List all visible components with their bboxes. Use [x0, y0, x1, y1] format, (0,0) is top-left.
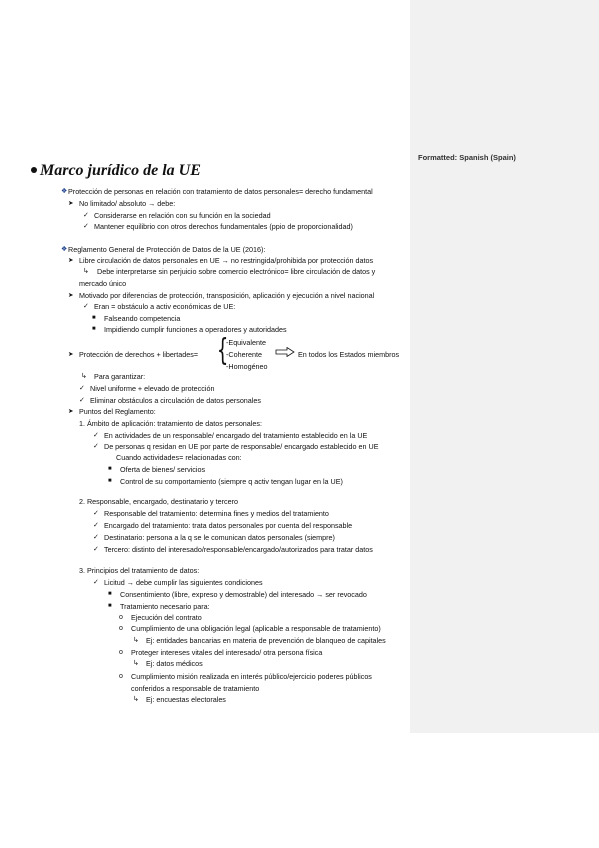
numbered-item: 3. Principios del tratamiento de datos:: [79, 566, 200, 575]
diamond-bullet-icon: ❖: [61, 188, 68, 195]
arrow-bullet-icon: ➤: [68, 351, 74, 358]
list-item: Falseando competencia: [104, 314, 181, 323]
comments-pane: [410, 0, 599, 733]
list-item: Tratamiento necesario para:: [120, 602, 210, 611]
check-icon: ✓: [93, 546, 99, 553]
list-item: Responsable del tratamiento: determina fines y medios del tratamiento: [104, 509, 329, 518]
list-item: En todos los Estados miembros: [298, 350, 400, 359]
numbered-item: 2. Responsable, encargado, destinatario y tercero: [79, 497, 239, 506]
list-item: En actividades de un responsable/ encargado del tratamiento establecido en la UE: [104, 431, 368, 440]
arrow-bullet-icon: ➤: [68, 200, 74, 207]
page-title: Marco jurídico de la UE: [40, 162, 201, 179]
list-item: Tercero: distinto del interesado/responsable/encargado/autorizados para tratar datos: [104, 545, 373, 554]
arrow-bullet-icon: ➤: [68, 257, 74, 264]
list-item: conferidos a responsable de tratamiento: [131, 684, 260, 693]
turn-arrow-icon: ↳: [133, 660, 139, 667]
list-item: Consentimiento (libre, expreso y demostrable) del interesado → ser revocado: [120, 590, 367, 599]
check-icon: ✓: [83, 303, 89, 310]
list-item: De personas q residan en UE por parte de responsable/ encargado establecido en UE: [104, 442, 379, 451]
list-item: Licitud → debe cumplir las siguientes condiciones: [104, 578, 263, 587]
option-item: -Coherente: [226, 350, 262, 359]
list-item: Eliminar obstáculos a circulación de datos personales: [90, 396, 261, 405]
list-item: Mantener equilibrio con otros derechos fundamentales (ppio de proporcionalidad): [94, 222, 353, 231]
list-item: Control de su comportamiento (siempre q activ tengan lugar en la UE): [120, 477, 343, 486]
formatting-note: Formatted: Spanish (Spain): [418, 153, 516, 162]
square-bullet-icon: ■: [108, 466, 112, 472]
turn-arrow-icon: ↳: [133, 637, 139, 644]
circle-bullet-icon: o: [119, 614, 123, 621]
check-icon: ✓: [93, 443, 99, 450]
check-icon: ✓: [93, 510, 99, 517]
list-item: Para garantizar:: [94, 372, 146, 381]
list-item: Libre circulación de datos personales en UE → no restringida/prohibida por protección datos: [79, 256, 374, 265]
diamond-bullet-icon: ❖: [61, 246, 68, 253]
list-item: Protección de derechos + libertades=: [79, 350, 199, 359]
list-item: Debe interpretarse sin perjuicio sobre comercio electrónico= libre circulación de datos y: [97, 267, 376, 276]
list-item: No limitado/ absoluto → debe:: [79, 199, 176, 208]
list-item: Cuando actividades= relacionadas con:: [116, 453, 242, 462]
numbered-item: 1. Ámbito de aplicación: tratamiento de datos personales:: [79, 419, 262, 428]
check-icon: ✓: [79, 397, 85, 404]
right-arrow-icon: [275, 347, 295, 357]
list-item: Oferta de bienes/ servicios: [120, 465, 206, 474]
turn-arrow-icon: ↳: [81, 373, 87, 380]
list-item: Ej: entidades bancarias en materia de prevención de blanqueo de capitales: [146, 636, 386, 645]
check-icon: ✓: [93, 534, 99, 541]
square-bullet-icon: ■: [108, 603, 112, 609]
option-item: -Equivalente: [226, 338, 266, 347]
list-item: Eran = obstáculo a activ económicas de UE:: [94, 302, 236, 311]
list-item: Puntos del Reglamento:: [79, 407, 156, 416]
list-item: Cumplimiento misión realizada en interés público/ejercicio poderes públicos: [131, 672, 372, 681]
list-item: Motivado por diferencias de protección, transposición, aplicación y ejecución a nivel nacional: [79, 291, 375, 300]
section-heading: Protección de personas en relación con tratamiento de datos personales= derecho fundamental: [68, 187, 373, 196]
check-icon: ✓: [83, 212, 89, 219]
check-icon: ✓: [83, 223, 89, 230]
list-item: Nivel uniforme + elevado de protección: [90, 384, 215, 393]
list-item: Destinatario: persona a la q se le comunican datos personales (siempre): [104, 533, 335, 542]
brace-icon: {: [216, 333, 229, 368]
turn-arrow-icon: ↳: [133, 696, 139, 703]
list-item: mercado único: [79, 279, 127, 288]
square-bullet-icon: ■: [108, 478, 112, 484]
list-item: Impidiendo cumplir funciones a operadores y autoridades: [104, 325, 287, 334]
list-item: Considerarse en relación con su función en la sociedad: [94, 211, 271, 220]
list-item: Cumplimiento de una obligación legal (aplicable a responsable de tratamiento): [131, 624, 381, 633]
square-bullet-icon: ■: [92, 315, 96, 321]
circle-bullet-icon: o: [119, 673, 123, 680]
square-bullet-icon: ■: [108, 591, 112, 597]
list-item: Ej: datos médicos: [146, 659, 203, 668]
check-icon: ✓: [93, 432, 99, 439]
arrow-bullet-icon: ➤: [68, 292, 74, 299]
circle-bullet-icon: o: [119, 625, 123, 632]
circle-bullet-icon: o: [119, 649, 123, 656]
square-bullet-icon: ■: [92, 326, 96, 332]
list-item: Ejecución del contrato: [131, 613, 202, 622]
check-icon: ✓: [79, 385, 85, 392]
list-item: Encargado del tratamiento: trata datos personales por cuenta del responsable: [104, 521, 353, 530]
section-heading: Reglamento General de Protección de Datos de la UE (2016):: [68, 245, 266, 254]
turn-arrow-icon: ↳: [83, 268, 89, 275]
list-item: Ej: encuestas electorales: [146, 695, 226, 704]
list-item: Proteger intereses vitales del interesado/ otra persona física: [131, 648, 323, 657]
arrow-bullet-icon: ➤: [68, 408, 74, 415]
check-icon: ✓: [93, 579, 99, 586]
option-item: -Homogéneo: [226, 362, 268, 371]
check-icon: ✓: [93, 522, 99, 529]
bullet-icon: [31, 167, 37, 173]
